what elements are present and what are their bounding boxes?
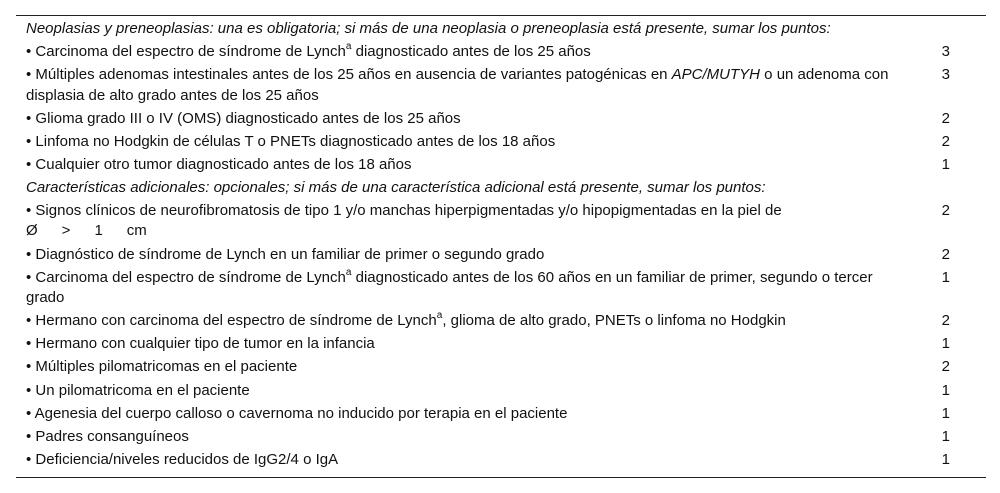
criterion-text-main: • Hermano con carcinoma del espectro de síndrome de Lynch: [26, 312, 437, 330]
criterion-text: [26, 381, 896, 402]
criterion-text: [26, 334, 896, 355]
table-row: [16, 427, 986, 448]
criterion-text: [26, 109, 896, 130]
points-value: 1: [941, 381, 950, 399]
criterion-text-main: • Un pilomatricoma en el paciente: [26, 381, 250, 399]
criterion-text-main: • Deficiencia/niveles reducidos de IgG2/4 o IgA: [26, 450, 339, 468]
criterion-text: [26, 42, 896, 63]
criterion-text-main: • Agenesia del cuerpo calloso o cavernoma no inducido por terapia en el paciente: [26, 404, 568, 422]
criterion-text: [26, 201, 896, 242]
points-value: 2: [941, 109, 950, 127]
criterion-text: [26, 65, 896, 106]
criterion-text: [26, 357, 896, 378]
points-value: 2: [941, 358, 950, 376]
footnote-marker: a: [345, 41, 352, 52]
points-value: 2: [941, 245, 950, 263]
points-value: 1: [941, 404, 950, 422]
criterion-text-continuation: , glioma de alto grado, PNETs o linfoma no Hodgkin: [442, 312, 786, 330]
table-row: [16, 450, 986, 471]
criterion-text-main: • Carcinoma del espectro de síndrome de Lynch: [26, 43, 346, 60]
table-row: [16, 381, 986, 402]
criterion-text-main: • Linfoma no Hodgkin de células T o PNETs diagnosticado antes de los 18 años: [26, 132, 556, 150]
points-value: 1: [941, 155, 950, 173]
points-value: 1: [941, 335, 950, 353]
criterion-text-main: • Diagnóstico de síndrome de Lynch en un familiar de primer o segundo grado: [26, 245, 545, 263]
criterion-text-main: • Múltiples adenomas intestinales antes de los 25 años en ausencia de variantes patogénicas en: [26, 66, 672, 84]
criterion-text-main: • Signos clínicos de neurofibromatosis de tipo 1 y/o manchas hiperpigmentadas y/o hipopigmentadas en la piel de: [26, 201, 782, 219]
criteria-table: [16, 15, 986, 478]
criterion-text-main: • Múltiples pilomatricomas en el paciente: [26, 358, 298, 376]
size-token: Ø: [26, 222, 38, 240]
criterion-text: [26, 155, 896, 176]
criterion-text: [26, 245, 896, 266]
points-value: 1: [941, 268, 950, 286]
table-row: [16, 268, 986, 309]
size-token: cm: [126, 222, 147, 240]
criterion-text-main: • Carcinoma del espectro de síndrome de Lynch: [26, 268, 346, 286]
points-value: 2: [941, 201, 950, 219]
criterion-text: [26, 404, 896, 425]
table-row: [16, 245, 986, 266]
section-header: Características adicionales: opcionales; si más de una característica adicional está presente, sumar los puntos:: [26, 178, 766, 196]
footnote-marker: a: [345, 266, 352, 278]
table-row: [16, 404, 986, 425]
criterion-text: [26, 311, 896, 332]
points-value: 1: [941, 427, 950, 445]
criterion-text-continuation: diagnosticado antes de los 60 años en un familiar de primer, segundo o tercer grado: [26, 268, 873, 307]
footnote-marker: a: [436, 310, 443, 322]
size-expression: [26, 222, 147, 239]
gene-names: APC/MUTYH: [671, 66, 761, 84]
table-row: [16, 155, 986, 176]
criterion-text-main: • Hermano con cualquier tipo de tumor en la infancia: [26, 335, 375, 353]
table-row: [16, 132, 986, 153]
criterion-text-continuation: diagnosticado antes de los 25 años: [351, 43, 591, 60]
table-row: [16, 42, 986, 63]
points-value: 3: [941, 66, 950, 84]
points-value: 3: [941, 43, 950, 60]
table-row: [16, 311, 986, 332]
criterion-text: [26, 268, 896, 309]
criterion-text: [26, 450, 896, 471]
size-token: >: [61, 222, 71, 240]
table-row: [16, 109, 986, 130]
table-row: [16, 201, 986, 242]
section-header: Neoplasias y preneoplasias: una es obligatoria; si más de una neoplasia o preneoplasia está presente, sumar los puntos:: [26, 20, 831, 37]
table-row: [16, 65, 986, 106]
criterion-text: [26, 132, 896, 153]
criterion-text-main: • Padres consanguíneos: [26, 427, 189, 445]
criteria-table-body: [16, 19, 986, 470]
size-token: 1: [94, 222, 103, 240]
table-row: [16, 334, 986, 355]
table-row: [16, 357, 986, 378]
criterion-text-main: • Cualquier otro tumor diagnosticado antes de los 18 años: [26, 155, 412, 173]
points-value: 2: [941, 132, 950, 150]
points-value: 2: [941, 312, 950, 330]
criterion-text: [26, 427, 896, 448]
points-value: 1: [941, 450, 950, 468]
criterion-text-main: • Glioma grado III o IV (OMS) diagnosticado antes de los 25 años: [26, 109, 461, 127]
criterion-text-continuation: o un adenoma con displasia de alto grado antes de los 25 años: [26, 66, 889, 104]
